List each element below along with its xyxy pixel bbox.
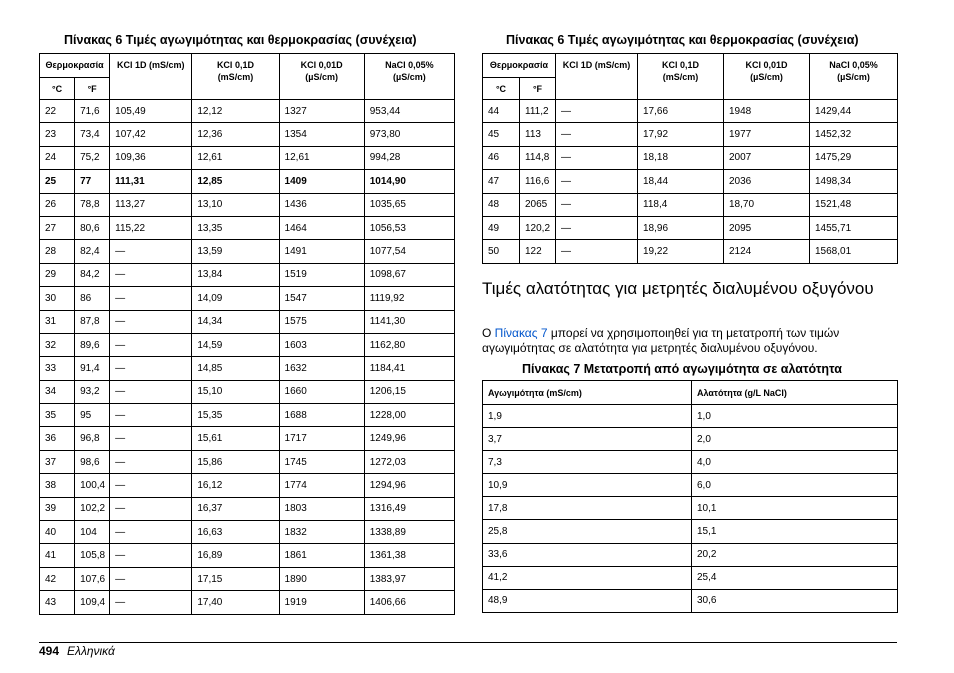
table-row — [40, 474, 455, 497]
conductivity-temperature-table-left — [39, 53, 455, 615]
table-row — [40, 497, 455, 520]
table-cell: 2124 — [724, 240, 810, 263]
table-row — [40, 170, 455, 193]
table-cell: 1890 — [279, 567, 364, 590]
table-cell: 47 — [483, 170, 520, 193]
table-cell: 105,49 — [110, 100, 192, 123]
table-row — [483, 405, 898, 428]
table-row — [40, 357, 455, 380]
table-6-caption-right: Πίνακας 6 Τιμές αγωγιμότητας και θερμοκρασίας (συνέχεια) — [506, 33, 859, 47]
table-cell: 95 — [75, 404, 110, 427]
table-cell: 109,36 — [110, 146, 192, 169]
table-cell: — — [110, 567, 192, 590]
table-cell: 30 — [40, 287, 75, 310]
footer-rule — [39, 642, 897, 643]
table-row — [40, 100, 455, 123]
table-row — [40, 193, 455, 216]
table-cell: 2007 — [724, 146, 810, 169]
table-cell: 3,7 — [483, 428, 692, 451]
table-row — [483, 474, 898, 497]
table-cell: 1098,67 — [364, 263, 454, 286]
table-cell: 40 — [40, 521, 75, 544]
table-row — [40, 591, 455, 614]
table-row — [483, 589, 898, 612]
table-cell: 1338,89 — [364, 521, 454, 544]
table-row — [40, 263, 455, 286]
table-cell: 1035,65 — [364, 193, 454, 216]
table-cell: 1354 — [279, 123, 364, 146]
table-cell: 48,9 — [483, 589, 692, 612]
header-celsius: °C — [40, 78, 75, 100]
table-cell: 10,1 — [692, 497, 898, 520]
table-row — [40, 333, 455, 356]
table-cell: 1464 — [279, 216, 364, 239]
table-row — [483, 451, 898, 474]
table-cell: 120,2 — [520, 216, 556, 239]
table-cell: 1249,96 — [364, 427, 454, 450]
table-cell: 2036 — [724, 170, 810, 193]
table-cell: 15,35 — [192, 404, 279, 427]
paragraph-text-start: Ο — [482, 326, 495, 340]
table-cell: 78,8 — [75, 193, 110, 216]
table-cell: 39 — [40, 497, 75, 520]
table-cell: 24 — [40, 146, 75, 169]
table-cell: 1184,41 — [364, 357, 454, 380]
header-nacl-0-05: NaCl 0,05% (µS/cm) — [810, 54, 898, 100]
header-conductivity: Αγωγιμότητα (mS/cm) — [483, 381, 692, 405]
table-cell: 1409 — [279, 170, 364, 193]
table-cell: 23 — [40, 123, 75, 146]
table-cell: 1861 — [279, 544, 364, 567]
table-cell: — — [556, 123, 638, 146]
table-cell: 35 — [40, 404, 75, 427]
table-cell: 105,8 — [75, 544, 110, 567]
table-cell: 109,4 — [75, 591, 110, 614]
table-cell: 25 — [40, 170, 75, 193]
table-cell: 41 — [40, 544, 75, 567]
table-cell: 122 — [520, 240, 556, 263]
table-cell: 14,59 — [192, 333, 279, 356]
table-cell: 7,3 — [483, 451, 692, 474]
table-cell: 1,9 — [483, 405, 692, 428]
table-row — [483, 428, 898, 451]
table-cell: 17,15 — [192, 567, 279, 590]
table-cell: 1519 — [279, 263, 364, 286]
table-cell: 28 — [40, 240, 75, 263]
table-row — [40, 216, 455, 239]
table-cell: 1272,03 — [364, 450, 454, 473]
table-cell: 16,37 — [192, 497, 279, 520]
table-cell: 1077,54 — [364, 240, 454, 263]
table-cell: 1,0 — [692, 405, 898, 428]
table-cell: — — [110, 333, 192, 356]
table-row — [40, 450, 455, 473]
table-cell: — — [556, 193, 638, 216]
table-cell: 75,2 — [75, 146, 110, 169]
footer — [39, 644, 115, 658]
table-row — [40, 544, 455, 567]
table-cell: 111,2 — [520, 100, 556, 123]
table-cell: 104 — [75, 521, 110, 544]
table-cell: 1429,44 — [810, 100, 898, 123]
table-cell: 31 — [40, 310, 75, 333]
table-cell: 41,2 — [483, 566, 692, 589]
table-cell: — — [110, 287, 192, 310]
table-cell: 33 — [40, 357, 75, 380]
table-cell: 37 — [40, 450, 75, 473]
table-cell: 14,85 — [192, 357, 279, 380]
table-cell: — — [110, 380, 192, 403]
table-cell: 14,34 — [192, 310, 279, 333]
table-row — [483, 170, 898, 193]
table-cell: — — [110, 263, 192, 286]
table-cell: 38 — [40, 474, 75, 497]
table-row — [40, 240, 455, 263]
table-cell: — — [556, 170, 638, 193]
table-cell: 1294,96 — [364, 474, 454, 497]
table-cell: — — [556, 216, 638, 239]
table-cell: 1491 — [279, 240, 364, 263]
table-body — [483, 100, 898, 264]
table-cell: 45 — [483, 123, 520, 146]
table-row — [40, 287, 455, 310]
table-cell: 113,27 — [110, 193, 192, 216]
table-cell: — — [110, 404, 192, 427]
table-cell: 1383,97 — [364, 567, 454, 590]
table-cell: 34 — [40, 380, 75, 403]
header-temperature: Θερμοκρασία — [40, 54, 110, 78]
table-cell: 80,6 — [75, 216, 110, 239]
header-celsius: °C — [483, 78, 520, 100]
table-cell: 17,66 — [638, 100, 724, 123]
table-cell: 1327 — [279, 100, 364, 123]
table-row — [40, 310, 455, 333]
table-body — [40, 100, 455, 615]
table-cell: — — [110, 427, 192, 450]
table-row — [483, 543, 898, 566]
table-row — [40, 380, 455, 403]
table-cell: — — [110, 310, 192, 333]
table-cell: 113 — [520, 123, 556, 146]
header-kcl-0-1d: KCl 0,1D (mS/cm) — [192, 54, 279, 100]
table-7-link[interactable]: Πίνακας 7 — [494, 326, 548, 340]
table-cell: 93,2 — [75, 380, 110, 403]
table-cell: 1119,92 — [364, 287, 454, 310]
table-cell: 994,28 — [364, 146, 454, 169]
table-cell: — — [110, 450, 192, 473]
table-cell: — — [556, 146, 638, 169]
table-cell: 25,4 — [692, 566, 898, 589]
table-header — [483, 54, 898, 100]
table-cell: 96,8 — [75, 427, 110, 450]
table-cell: 15,86 — [192, 450, 279, 473]
table-cell: 1632 — [279, 357, 364, 380]
table-cell: 15,1 — [692, 520, 898, 543]
table-cell: 91,4 — [75, 357, 110, 380]
header-nacl-0-05: NaCl 0,05% (µS/cm) — [364, 54, 454, 100]
table-cell: 16,12 — [192, 474, 279, 497]
table-cell: — — [110, 474, 192, 497]
table-cell: 36 — [40, 427, 75, 450]
table-cell: 16,63 — [192, 521, 279, 544]
table-cell: 15,10 — [192, 380, 279, 403]
table-cell: 20,2 — [692, 543, 898, 566]
table-cell: — — [110, 591, 192, 614]
table-body — [483, 405, 898, 613]
table-cell: 1436 — [279, 193, 364, 216]
table-cell: 12,61 — [192, 146, 279, 169]
table-cell: 50 — [483, 240, 520, 263]
table-row — [40, 521, 455, 544]
table-7-caption: Πίνακας 7 Μετατροπή από αγωγιμότητα σε αλατότητα — [522, 362, 842, 376]
table-row — [483, 146, 898, 169]
table-cell: 12,85 — [192, 170, 279, 193]
table-cell: 1774 — [279, 474, 364, 497]
table-cell: 1141,30 — [364, 310, 454, 333]
table-cell: 77 — [75, 170, 110, 193]
conductivity-temperature-table-right — [482, 53, 898, 264]
table-cell: 1206,15 — [364, 380, 454, 403]
table-cell: 953,44 — [364, 100, 454, 123]
table-cell: 46 — [483, 146, 520, 169]
table-cell: 13,84 — [192, 263, 279, 286]
header-kcl-1d: KCl 1D (mS/cm) — [556, 54, 638, 100]
table-cell: 16,89 — [192, 544, 279, 567]
table-cell: 25,8 — [483, 520, 692, 543]
table-cell: 13,59 — [192, 240, 279, 263]
table-cell: 2,0 — [692, 428, 898, 451]
header-kcl-0-1d: KCl 0,1D (mS/cm) — [638, 54, 724, 100]
table-cell: — — [110, 544, 192, 567]
table-cell: 1547 — [279, 287, 364, 310]
table-cell: 118,4 — [638, 193, 724, 216]
table-cell: 1803 — [279, 497, 364, 520]
table-cell: 12,36 — [192, 123, 279, 146]
header-kcl-0-01d: KCl 0,01D (µS/cm) — [724, 54, 810, 100]
table-cell: 42 — [40, 567, 75, 590]
table-cell: 98,6 — [75, 450, 110, 473]
table-cell: 6,0 — [692, 474, 898, 497]
table-cell: 1014,90 — [364, 170, 454, 193]
table-cell: 1452,32 — [810, 123, 898, 146]
table-row — [483, 100, 898, 123]
table-row — [40, 404, 455, 427]
table-cell: 12,61 — [279, 146, 364, 169]
table-cell: 2095 — [724, 216, 810, 239]
table-cell: 2065 — [520, 193, 556, 216]
header-salinity: Αλατότητα (g/L NaCl) — [692, 381, 898, 405]
table-cell: 102,2 — [75, 497, 110, 520]
salinity-table — [482, 380, 898, 613]
table-cell: 1977 — [724, 123, 810, 146]
table-cell: 14,09 — [192, 287, 279, 310]
table-cell: — — [110, 497, 192, 520]
table-cell: 4,0 — [692, 451, 898, 474]
table-cell: — — [556, 100, 638, 123]
table-cell: 18,44 — [638, 170, 724, 193]
table-cell: 22 — [40, 100, 75, 123]
table-row — [483, 240, 898, 263]
table-cell: 18,18 — [638, 146, 724, 169]
table-cell: 1745 — [279, 450, 364, 473]
table-row — [483, 566, 898, 589]
table-cell: 1832 — [279, 521, 364, 544]
paragraph-text-end: μπορεί να χρησιμοποιηθεί για τη μετατροπή των τιμών αγωγιμότητας σε αλατότητα για μετρητές διαλυμένου οξυγόνου. — [482, 326, 840, 355]
table-cell: 116,6 — [520, 170, 556, 193]
table-cell: 18,96 — [638, 216, 724, 239]
table-row — [40, 146, 455, 169]
table-cell: 111,31 — [110, 170, 192, 193]
table-cell: 15,61 — [192, 427, 279, 450]
table-cell: 86 — [75, 287, 110, 310]
header-fahrenheit: °F — [75, 78, 110, 100]
table-cell: 114,8 — [520, 146, 556, 169]
table-cell: 49 — [483, 216, 520, 239]
table-cell: — — [110, 357, 192, 380]
table-cell: 115,22 — [110, 216, 192, 239]
table-cell: 26 — [40, 193, 75, 216]
table-row — [483, 216, 898, 239]
table-cell: 1498,34 — [810, 170, 898, 193]
table-header — [40, 54, 455, 100]
table-row — [40, 427, 455, 450]
table-row — [40, 123, 455, 146]
table-cell: 100,4 — [75, 474, 110, 497]
section-heading: Τιμές αλατότητας για μετρητές διαλυμένου οξυγόνου — [482, 279, 874, 298]
table-cell: 71,6 — [75, 100, 110, 123]
header-fahrenheit: °F — [520, 78, 556, 100]
table-cell: 1919 — [279, 591, 364, 614]
table-cell: 1660 — [279, 380, 364, 403]
table-header — [483, 381, 898, 405]
table-row — [483, 123, 898, 146]
table-cell: 17,8 — [483, 497, 692, 520]
table-cell: 89,6 — [75, 333, 110, 356]
header-kcl-1d: KCl 1D (mS/cm) — [110, 54, 192, 100]
table-cell: — — [556, 240, 638, 263]
table-cell: 87,8 — [75, 310, 110, 333]
table-cell: 17,92 — [638, 123, 724, 146]
table-cell: 27 — [40, 216, 75, 239]
table-row — [483, 520, 898, 543]
table-cell: 17,40 — [192, 591, 279, 614]
table-row — [40, 567, 455, 590]
table-cell: 1406,66 — [364, 591, 454, 614]
table-cell: 29 — [40, 263, 75, 286]
table-cell: 1162,80 — [364, 333, 454, 356]
table-cell: 18,70 — [724, 193, 810, 216]
table-cell: 44 — [483, 100, 520, 123]
footer-language: Ελληνικά — [67, 644, 115, 658]
table-cell: 73,4 — [75, 123, 110, 146]
table-cell: 107,6 — [75, 567, 110, 590]
table-cell: 107,42 — [110, 123, 192, 146]
table-cell: 973,80 — [364, 123, 454, 146]
table-cell: 1361,38 — [364, 544, 454, 567]
table-cell: 1688 — [279, 404, 364, 427]
table-cell: 1056,53 — [364, 216, 454, 239]
table-cell: 10,9 — [483, 474, 692, 497]
page-number: 494 — [39, 644, 60, 658]
table-cell: 1603 — [279, 333, 364, 356]
table-cell: 13,35 — [192, 216, 279, 239]
table-cell: 48 — [483, 193, 520, 216]
table-cell: 84,2 — [75, 263, 110, 286]
table-cell: 1568,01 — [810, 240, 898, 263]
table-cell: 12,12 — [192, 100, 279, 123]
table-cell: 1521,48 — [810, 193, 898, 216]
table-cell: 30,6 — [692, 589, 898, 612]
table-6-caption-left: Πίνακας 6 Τιμές αγωγιμότητας και θερμοκρασίας (συνέχεια) — [64, 33, 417, 47]
section-paragraph — [482, 326, 897, 356]
table-cell: 1575 — [279, 310, 364, 333]
header-kcl-0-01d: KCl 0,01D (µS/cm) — [279, 54, 364, 100]
header-temperature: Θερμοκρασία — [483, 54, 556, 78]
table-cell: 1948 — [724, 100, 810, 123]
table-row — [483, 497, 898, 520]
table-cell: 1717 — [279, 427, 364, 450]
table-cell: — — [110, 521, 192, 544]
table-cell: 1228,00 — [364, 404, 454, 427]
table-cell: 1316,49 — [364, 497, 454, 520]
table-cell: 32 — [40, 333, 75, 356]
table-cell: 1475,29 — [810, 146, 898, 169]
table-cell: 33,6 — [483, 543, 692, 566]
table-cell: 82,4 — [75, 240, 110, 263]
table-cell: — — [110, 240, 192, 263]
table-cell: 19,22 — [638, 240, 724, 263]
table-cell: 13,10 — [192, 193, 279, 216]
table-cell: 1455,71 — [810, 216, 898, 239]
table-row — [483, 193, 898, 216]
table-cell: 43 — [40, 591, 75, 614]
